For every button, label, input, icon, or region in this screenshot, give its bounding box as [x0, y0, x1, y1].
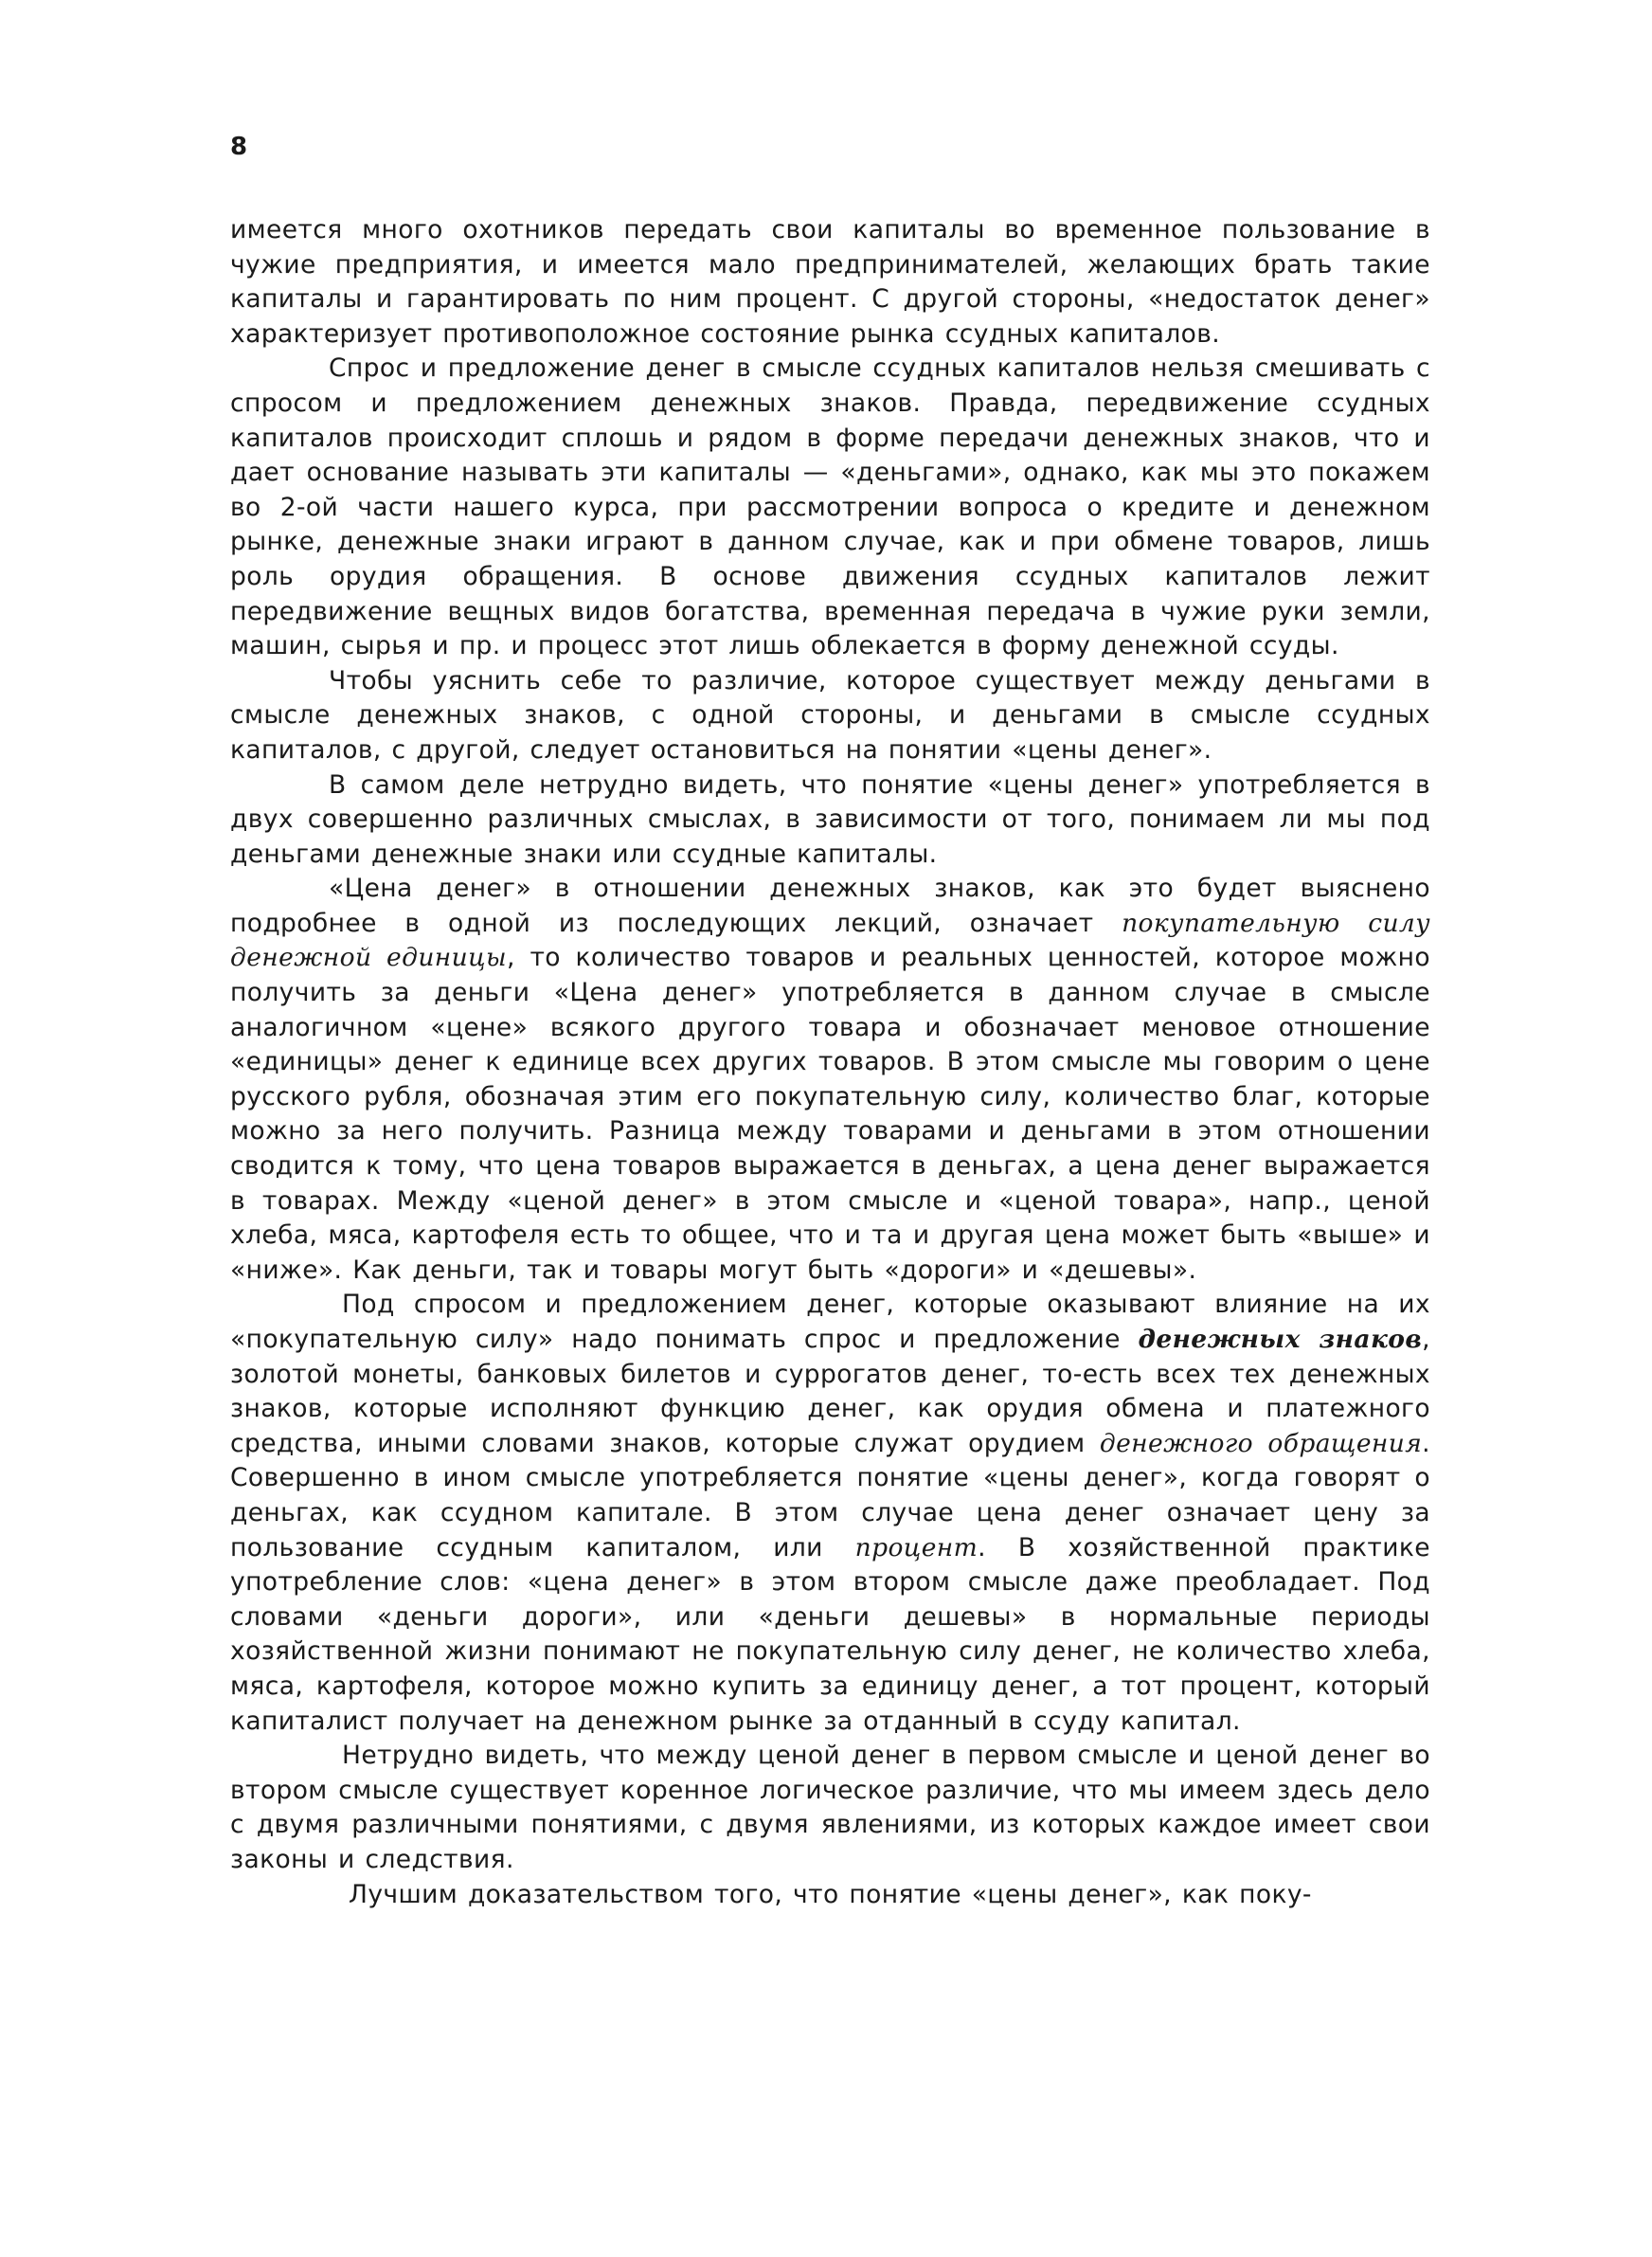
italic-term-money-signs: денежных знаков — [1138, 1325, 1423, 1354]
paragraph-price-of-money — [230, 872, 1430, 1288]
paragraph-text: имеется много охотников передать свои капиталы во временное пользование в чужие предприятия, и имеется мало предпринимателей, желающих брать такие капиталы и гарантировать по ним процент. С другой стороны, «недостаток денег» характеризует противоположное состояние рынка ссудных капиталов. — [230, 215, 1430, 349]
paragraph-logical-difference — [230, 1739, 1430, 1877]
paragraph-best-proof — [230, 1878, 1430, 1913]
italic-term-money-circulation: денежного обращения — [1099, 1428, 1423, 1458]
paragraph-distinction — [230, 664, 1430, 768]
paragraph-text: . Совершенно в ином смысле употребляется понятие «цены денег», когда говорят о деньгах, как ссудном капитале. В этом случае цена денег означает цену за пользование ссудным капиталом, или — [230, 1428, 1430, 1562]
italic-term-interest: процент — [854, 1532, 979, 1562]
paragraph-text: Спрос и предложение денег в смысле ссудных капиталов нельзя смешивать с спросом и предложением денежных знаков. Правда, передвижение ссудных капиталов происходит сплошь и рядом в форме передачи денежных знаков, что и дает основание называть эти капиталы — «деньгами», однако, как мы это покажем во 2-ой части нашего курса, при рассмотрении вопроса о кредите и денежном рынке, денежные знаки играют в данном случае, как и при обмене товаров, лишь роль орудия обращения. В основе движения ссудных капиталов лежит передвижение вещных видов богатства, временная передача в чужие руки земли, машин, сырья и пр. и процесс этот лишь облекается в форму денежной ссуды. — [230, 353, 1430, 661]
text-column — [230, 213, 1430, 1912]
paragraph-text: «Цена денег» в отношении денежных знаков, как это будет выяснено подробнее в одной из последующих лекций, означает — [230, 874, 1430, 938]
paragraph-text: , золотой монеты, банковых билетов и суррогатов денег, то-есть всех тех денежных знаков, которые исполняют функцию денег, как орудия обмена и платежного средства, иными словами знаков, которые служат орудием — [230, 1325, 1430, 1458]
paragraph-two-meanings — [230, 768, 1430, 873]
italic-term-purchasing-power: покупательную силу денежной единицы — [230, 908, 1430, 973]
paragraph-text: Лучшим доказательством того, что понятие «цены денег», как поку- — [349, 1879, 1312, 1909]
paragraph-text: Чтобы уяснить себе то различие, которое существует между деньгами в смысле денежных знаков, с одной стороны, и деньгами в смысле ссудных капиталов, с другой, следует остановиться на понятии «цены денег». — [230, 665, 1430, 765]
page-number: 8 — [230, 133, 248, 161]
paragraph-text: Под спросом и предложением денег, которые оказывают влияние на их «покупательную силу» надо понимать спрос и предложение — [230, 1290, 1430, 1354]
paragraph-supply-demand — [230, 1288, 1430, 1739]
paragraph-text: . В хозяйственной практике употребление слов: «цена денег» в этом втором смысле даже преобладает. Под словами «деньги дороги», или «деньги дешевы» в нормальные периоды хозяйственной жизни понимают не покупательную силу денег, не количество хлеба, мяса, картофеля, которое можно купить за единицу денег, а тот процент, который капиталист получает на денежном рынке за отданный в ссуду капитал. — [230, 1532, 1430, 1736]
paragraph-text: В самом деле нетрудно видеть, что понятие «цены денег» употребляется в двух совершенно различных смыслах, в зависимости от того, понимаем ли мы под деньгами денежные знаки или ссудные капиталы. — [230, 769, 1430, 869]
paragraph-text: , то количество товаров и реальных ценностей, которое можно получить за деньги «Цена денег» употребляется в данном случае в смысле аналогичном «цене» всякого другого товара и обозначает меновое отношение «единицы» денег к единице всех других товаров. В этом смысле мы говорим о цене русского рубля, обозначая этим его покупательную силу, количество благ, которые можно за него получить. Разница между товарами и деньгами в этом отношении сводится к тому, что цена товаров выражается в деньгах, а цена денег выражается в товарах. Между «ценой денег» в этом смысле и «ценой товара», напр., ценой хлеба, мяса, картофеля есть то общее, что и та и другая цена может быть «выше» и «ниже». Как деньги, так и товары могут быть «дороги» и «дешевы». — [230, 943, 1430, 1285]
paragraph-loan-capital — [230, 352, 1430, 663]
paragraph-continuation — [230, 213, 1430, 352]
paragraph-text: Нетрудно видеть, что между ценой денег в первом смысле и ценой денег во втором смысле существует коренное логическое различие, что мы имеем здесь дело с двумя различными понятиями, с двумя явлениями, из которых каждое имеет свои законы и следствия. — [230, 1741, 1430, 1874]
